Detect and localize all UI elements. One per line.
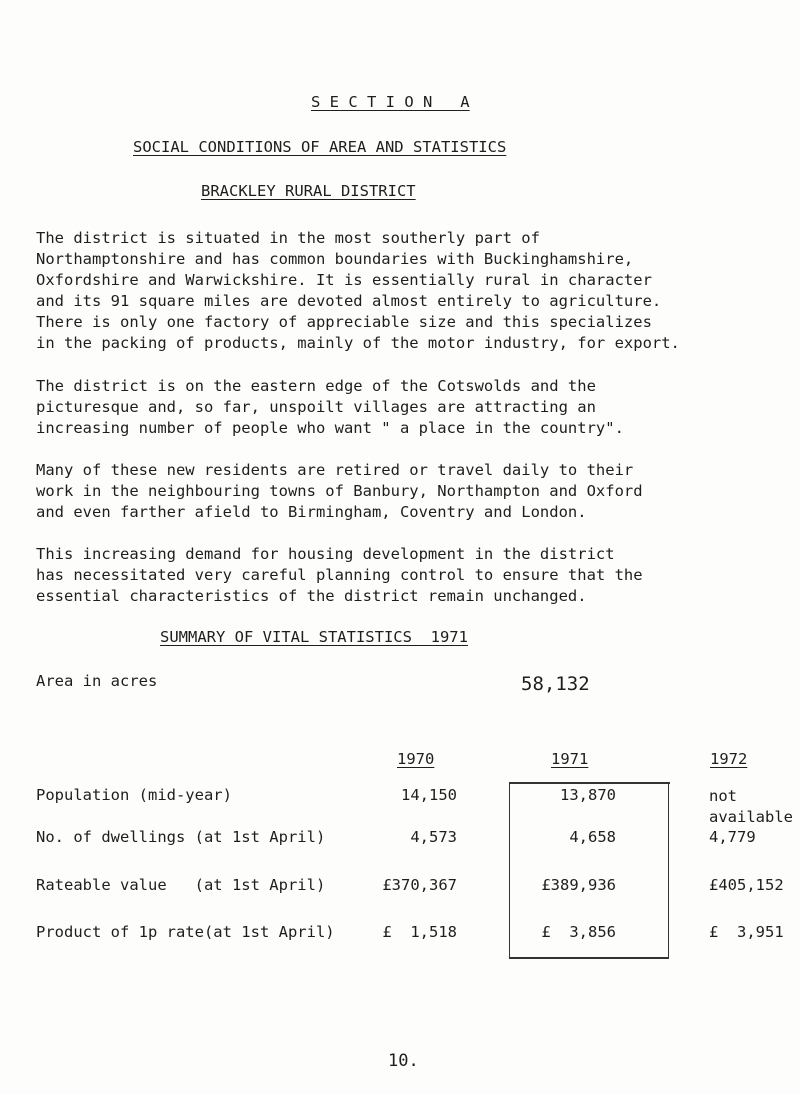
product-rate-1971: £ 3,856 — [541, 923, 616, 941]
summary-heading: SUMMARY OF VITAL STATISTICS 1971 — [160, 628, 468, 646]
dwellings-1971: 4,658 — [569, 828, 616, 846]
area-label: Area in acres — [36, 672, 158, 690]
year-1970: 1970 — [397, 750, 435, 768]
row-label-dwellings: No. of dwellings (at 1st April) — [36, 828, 326, 846]
document-title: SOCIAL CONDITIONS OF AREA AND STATISTICS — [133, 138, 507, 156]
dwellings-1970: 4,573 — [410, 828, 457, 846]
population-1971: 13,870 — [560, 786, 616, 804]
rateable-value-1972: £405,152 — [709, 876, 784, 894]
product-rate-1972: £ 3,951 — [709, 923, 784, 941]
page-number: 10. — [388, 1051, 419, 1071]
population-1970: 14,150 — [401, 786, 457, 804]
year-1972: 1972 — [710, 750, 748, 768]
row-label-rateable-value: Rateable value (at 1st April) — [36, 876, 326, 894]
area-value: 58,132 — [521, 673, 590, 695]
row-label-product-rate: Product of 1p rate(at 1st April) — [36, 923, 335, 941]
product-rate-1970: £ 1,518 — [382, 923, 457, 941]
section-heading: S E C T I O N A — [311, 93, 470, 111]
year-1971: 1971 — [551, 750, 589, 768]
paragraph-2: The district is on the eastern edge of the Cotswolds and the picturesque and, so far, unspoilt villages are attracting an increasing number of people who want " a place in the country". — [36, 377, 624, 437]
rateable-value-1971: £389,936 — [541, 876, 616, 894]
row-label-population: Population (mid-year) — [36, 786, 232, 804]
paragraph-3: Many of these new residents are retired or travel daily to their work in the neighbouring towns of Banbury, Northampton and Oxford and even farther afield to Birmingham, Coventry and London. — [36, 461, 643, 521]
rateable-value-1970: £370,367 — [382, 876, 457, 894]
paragraph-4: This increasing demand for housing development in the district has necessitated very careful planning control to ensure that the essential characteristics of the district remain unchanged. — [36, 545, 643, 605]
population-1972: not available — [709, 787, 793, 826]
dwellings-1972: 4,779 — [709, 828, 756, 846]
paragraph-1: The district is situated in the most southerly part of Northamptonshire and has common boundaries with Buckinghamshire, Oxfordshire and Warwickshire. It is essentially rural in character and its 91 square miles are devoted almost entirely to agriculture. There is only one factory of appreciable size and this specializes in the packing of products, mainly of the motor industry, for export. — [36, 229, 680, 352]
district-name: BRACKLEY RURAL DISTRICT — [201, 182, 416, 200]
